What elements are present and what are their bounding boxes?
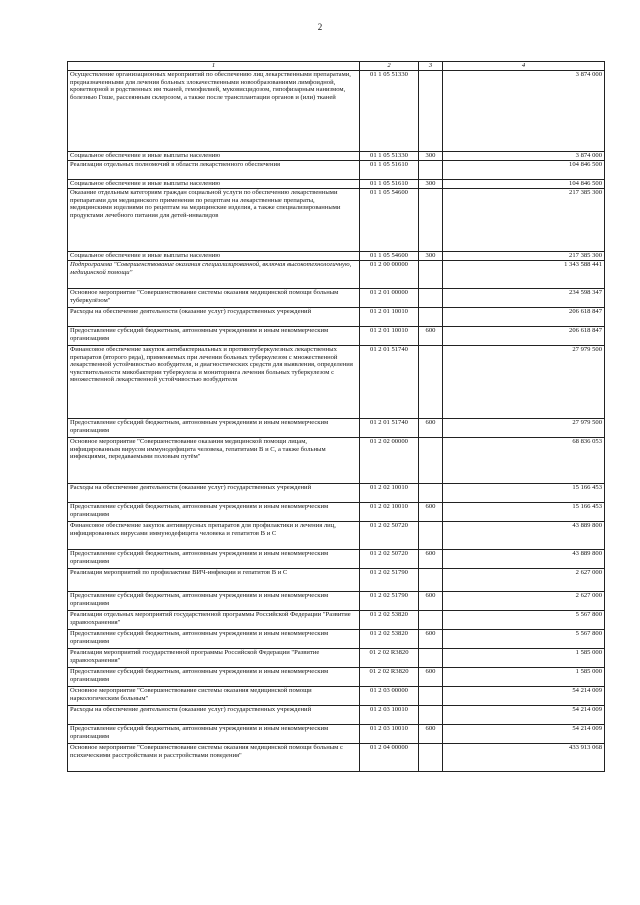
row-amount: 15 166 453 [443,503,605,522]
row-expense-type [419,687,443,706]
row-description: Оказание отдельным категориям граждан социальной услуги по обеспечению лекарственными препаратами для медицинского применения по рецептам на лекарственные препараты, медицинскими изделиями по рецептам на медицинские изделия, а также специализированными продуктами лечебного питания для детей-инвалидов [68,189,360,252]
row-description: Предоставление субсидий бюджетным, автономным учреждениям и иным некоммерческим организациям [68,725,360,744]
row-description: Реализация отдельных мероприятий государственной программы Российской Федерации "Развитие здравоохранения" [68,611,360,630]
row-description: Реализация мероприятий по профилактике ВИЧ-инфекции и гепатитов B и C [68,569,360,592]
row-amount: 104 846 500 [443,161,605,180]
row-budget-code: 01 2 03 10010 [360,706,419,725]
row-description: Осуществление организационных мероприятий по обеспечению лиц лекарственными препаратами, предназначенными для лечения больных злокачественными новообразованиями лимфоидной, кроветворной и родственных им тканей, гемофилией, муковисцидозом, гипофизарным нанизмом, болезнью Гоше, рассеянным склерозом, а также после трансплантации органов и (или) тканей [68,71,360,152]
row-expense-type [419,649,443,668]
row-expense-type [419,71,443,152]
row-expense-type: 300 [419,152,443,161]
row-budget-code: 01 2 02 R3820 [360,649,419,668]
table-row [68,189,605,252]
row-budget-code: 01 2 02 10010 [360,484,419,503]
table-row [68,419,605,438]
row-budget-code: 01 2 02 51790 [360,592,419,611]
header-col-2: 2 [360,62,419,71]
table-row [68,668,605,687]
row-description: Расходы на обеспечение деятельности (оказание услуг) государственных учреждений [68,484,360,503]
row-expense-type [419,438,443,484]
row-budget-code: 01 2 04 00000 [360,744,419,772]
table-header-row [68,62,605,71]
row-amount: 5 567 800 [443,630,605,649]
table-row [68,725,605,744]
row-budget-code: 01 2 02 50720 [360,522,419,550]
row-amount: 5 567 800 [443,611,605,630]
table-row [68,522,605,550]
row-amount: 43 889 800 [443,550,605,569]
row-description: Основное мероприятие "Совершенствование системы оказания медицинской помощи наркологическим больным" [68,687,360,706]
row-expense-type [419,189,443,252]
row-expense-type: 600 [419,503,443,522]
table-row [68,611,605,630]
row-amount: 54 214 009 [443,725,605,744]
row-expense-type [419,706,443,725]
row-expense-type [419,569,443,592]
row-expense-type [419,484,443,503]
row-amount: 43 889 800 [443,522,605,550]
row-description: Основное мероприятие "Совершенствование системы оказания медицинской помощи больным с психическими расстройствами и расстройствами поведения" [68,744,360,772]
row-expense-type: 600 [419,419,443,438]
row-budget-code: 01 2 02 53820 [360,630,419,649]
header-col-3: 3 [419,62,443,71]
row-amount: 3 874 000 [443,152,605,161]
row-expense-type: 600 [419,630,443,649]
row-description: Социальное обеспечение и иные выплаты населению [68,252,360,261]
row-budget-code: 01 1 05 51610 [360,161,419,180]
row-description: Предоставление субсидий бюджетным, автономным учреждениям и иным некоммерческим организациям [68,592,360,611]
table-row [68,744,605,772]
row-budget-code: 01 1 05 54600 [360,189,419,252]
row-budget-code: 01 2 02 R3820 [360,668,419,687]
table-body [68,71,605,772]
table-row [68,327,605,346]
row-amount: 1 343 588 441 [443,261,605,289]
row-expense-type [419,611,443,630]
table-row [68,706,605,725]
row-amount: 68 836 053 [443,438,605,484]
row-amount: 3 874 000 [443,71,605,152]
row-budget-code: 01 1 05 51610 [360,180,419,189]
row-description: Предоставление субсидий бюджетным, автономным учреждениям и иным некоммерческим организациям [68,668,360,687]
row-expense-type: 600 [419,668,443,687]
row-amount: 206 618 847 [443,327,605,346]
row-amount: 27 979 500 [443,419,605,438]
table-row [68,649,605,668]
row-amount: 217 385 300 [443,252,605,261]
table-row [68,484,605,503]
row-description: Расходы на обеспечение деятельности (оказание услуг) государственных учреждений [68,308,360,327]
table-row [68,503,605,522]
row-budget-code: 01 2 00 00000 [360,261,419,289]
table-row [68,71,605,152]
table-row [68,630,605,649]
row-amount: 2 627 000 [443,592,605,611]
row-budget-code: 01 2 03 00000 [360,687,419,706]
row-expense-type: 600 [419,592,443,611]
row-expense-type [419,308,443,327]
row-description: Расходы на обеспечение деятельности (оказание услуг) государственных учреждений [68,706,360,725]
row-amount: 206 618 847 [443,308,605,327]
row-amount: 217 385 300 [443,189,605,252]
table-row [68,261,605,289]
header-col-1: 1 [68,62,360,71]
row-expense-type [419,522,443,550]
row-description: Социальное обеспечение и иные выплаты населению [68,180,360,189]
row-amount: 104 846 500 [443,180,605,189]
table-row [68,289,605,308]
row-budget-code: 01 1 05 54600 [360,252,419,261]
row-expense-type [419,261,443,289]
row-expense-type [419,744,443,772]
row-budget-code: 01 2 02 53820 [360,611,419,630]
row-expense-type [419,346,443,419]
table-row [68,550,605,569]
row-budget-code: 01 2 03 10010 [360,725,419,744]
table-row [68,180,605,189]
row-expense-type: 300 [419,252,443,261]
header-col-4: 4 [443,62,605,71]
row-budget-code: 01 2 02 00000 [360,438,419,484]
row-budget-code: 01 2 01 51740 [360,419,419,438]
table-row [68,252,605,261]
row-description: Предоставление субсидий бюджетным, автономным учреждениям и иным некоммерческим организациям [68,419,360,438]
row-amount: 27 979 500 [443,346,605,419]
row-description: Реализация мероприятий государственной программы Российской Федерации "Развитие здравоохранения" [68,649,360,668]
row-description: Социальное обеспечение и иные выплаты населению [68,152,360,161]
row-description: Предоставление субсидий бюджетным, автономным учреждениям и иным некоммерческим организациям [68,327,360,346]
row-description: Предоставление субсидий бюджетным, автономным учреждениям и иным некоммерческим организациям [68,630,360,649]
row-budget-code: 01 2 02 10010 [360,503,419,522]
table-row [68,161,605,180]
row-budget-code: 01 2 02 51790 [360,569,419,592]
row-description: Подпрограмма "Совершенствование оказания специализированной, включая высокотехнологичную, медицинской помощи" [68,261,360,289]
row-amount: 15 166 453 [443,484,605,503]
row-description: Основное мероприятие "Совершенствование системы оказания медицинской помощи больным туберкулёзом" [68,289,360,308]
row-amount: 1 585 000 [443,668,605,687]
row-description: Основное мероприятие "Совершенствование оказания медицинской помощи лицам, инфицированным вирусом иммунодефицита человека, гепатитами B и C, а также больным инфекциями, передаваемыми половым путём" [68,438,360,484]
row-budget-code: 01 2 01 10010 [360,308,419,327]
row-budget-code: 01 2 01 00000 [360,289,419,308]
row-amount: 234 598 347 [443,289,605,308]
row-expense-type [419,289,443,308]
row-amount: 54 214 009 [443,687,605,706]
row-description: Предоставление субсидий бюджетным, автономным учреждениям и иным некоммерческим организациям [68,550,360,569]
budget-table [67,61,605,772]
table-row [68,438,605,484]
row-expense-type: 600 [419,550,443,569]
row-budget-code: 01 2 01 10010 [360,327,419,346]
row-amount: 1 585 000 [443,649,605,668]
table-row [68,592,605,611]
row-expense-type: 600 [419,725,443,744]
table-row [68,346,605,419]
table-row [68,152,605,161]
row-amount: 2 627 000 [443,569,605,592]
row-budget-code: 01 1 05 51330 [360,152,419,161]
page-number: 2 [317,22,323,32]
table-row [68,308,605,327]
row-description: Финансовое обеспечение закупок антивирусных препаратов для профилактики и лечения лиц, инфицированных вирусами иммунодефицита человека и гепатитов B и C [68,522,360,550]
row-description: Финансовое обеспечение закупок антибактериальных и противотуберкулезных лекарственных препаратов (второго ряда), применяемых при лечении больных туберкулезом с множественной лекарственной устойчивостью возбудителя, и диагностических средств для выявления, определения чувствительности микобактерии туберкулеза и мониторинга лечения больных туберкулезом с множественной лекарственной устойчивостью возбудителя [68,346,360,419]
row-description: Реализация отдельных полномочий в области лекарственного обеспечения [68,161,360,180]
row-budget-code: 01 2 02 50720 [360,550,419,569]
row-expense-type: 600 [419,327,443,346]
row-budget-code: 01 1 05 51330 [360,71,419,152]
table-row [68,569,605,592]
row-amount: 433 913 068 [443,744,605,772]
row-expense-type [419,161,443,180]
row-budget-code: 01 2 01 51740 [360,346,419,419]
row-description: Предоставление субсидий бюджетным, автономным учреждениям и иным некоммерческим организациям [68,503,360,522]
table-row [68,687,605,706]
row-expense-type: 300 [419,180,443,189]
row-amount: 54 214 009 [443,706,605,725]
